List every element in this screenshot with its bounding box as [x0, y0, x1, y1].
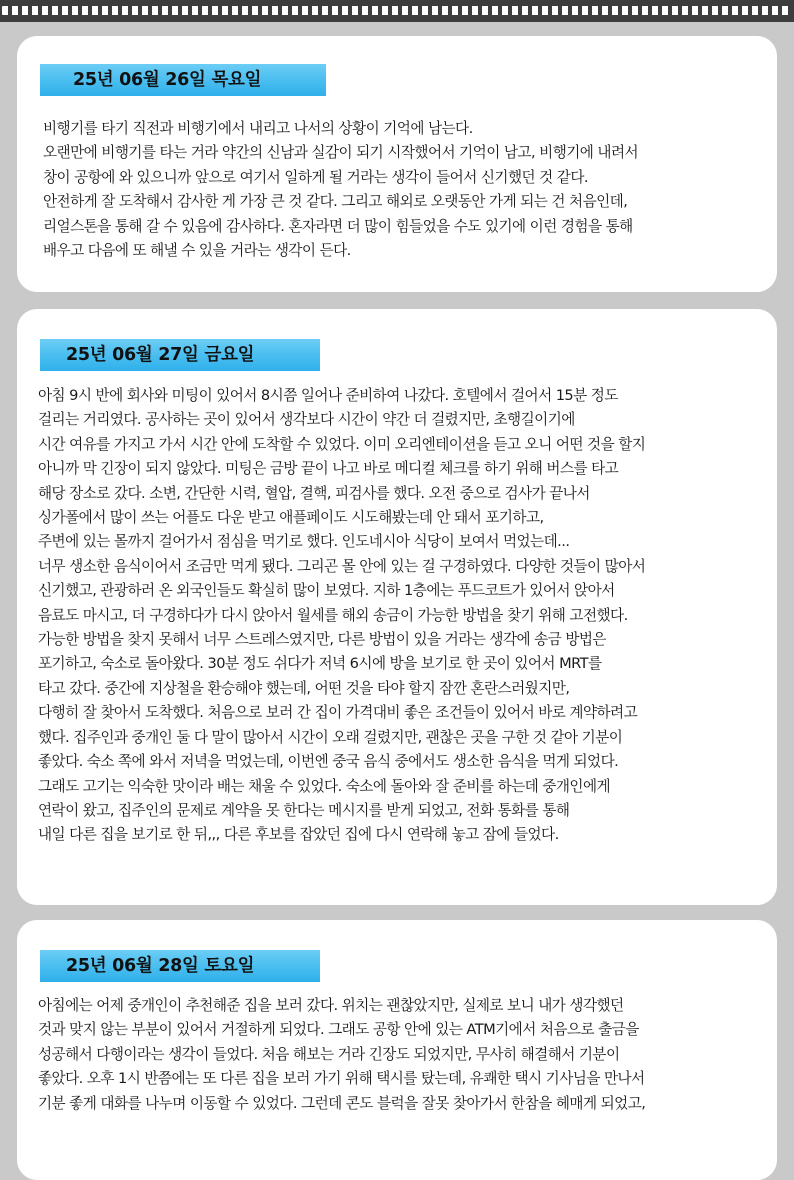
- text-line: 아침에는 어제 중개인이 추천해준 집을 보러 갔다. 위치는 괜찮았지만, 실제로 보니 내가 생각했던: [38, 997, 624, 1014]
- text-line: 좋았다. 숙소 쪽에 와서 저녁을 먹었는데, 이번엔 중국 음식 중에서도 생소한 음식을 먹게 되었다.: [38, 753, 619, 771]
- text-line: 했다. 집주인과 중개인 둘 다 말이 많아서 시간이 오래 걸렸지만, 괜찮은 곳을 구한 것 같아 기분이: [38, 728, 623, 746]
- text-line: 좋았다. 오후 1시 반쯤에는 또 다른 집을 보러 가기 위해 택시를 탔는데, 유쾌한 택시 기사님을 만나서: [38, 1070, 645, 1088]
- entry-date-heading: 25년 06월 26일 목요일: [40, 64, 326, 96]
- entry-body: [38, 994, 768, 1116]
- text-line: 아침 9시 반에 회사와 미팅이 있어서 8시쯤 일어나 준비하여 나갔다. 호텔에서 걸어서 15분 정도: [38, 387, 618, 404]
- text-line: 다행히 잘 찾아서 도착했다. 처음으로 보러 간 집이 가격대비 좋은 조건들이 있어서 바로 계약하려고: [38, 704, 638, 722]
- text-line: 시간 여유를 가지고 가서 시간 안에 도착할 수 있었다. 이미 오리엔테이션을 듣고 오니 어떤 것을 할지: [38, 435, 646, 453]
- text-line: 성공해서 다행이라는 생각이 들었다. 처음 해보는 거라 긴장도 되었지만, 무사히 해결해서 기분이: [38, 1045, 620, 1063]
- perforated-top-strip: [0, 0, 794, 22]
- text-line: 포기하고, 숙소로 돌아왔다. 30분 정도 쉬다가 저녁 6시에 방을 보기로 한 곳이 있어서 MRT를: [38, 655, 602, 673]
- entry-date-heading: 25년 06월 27일 금요일: [40, 339, 320, 371]
- text-line: 걸리는 거리였다. 공사하는 곳이 있어서 생각보다 시간이 약간 더 걸렸지만, 초행길이기에: [38, 411, 575, 429]
- text-line: 가능한 방법을 찾지 못해서 너무 스트레스였지만, 다른 방법이 있을 거라는 생각에 송금 방법은: [38, 631, 606, 649]
- entry-body: [43, 117, 773, 263]
- perforation-dots: [2, 6, 792, 15]
- text-line: 안전하게 잘 도착해서 감사한 게 가장 큰 것 같다. 그리고 해외로 오랫동안 가게 되는 건 처음인데,: [43, 193, 628, 211]
- text-line: 비행기를 타기 직전과 비행기에서 내리고 나서의 상황이 기억에 남는다.: [43, 120, 473, 137]
- text-line: 창이 공항에 와 있으니까 앞으로 여기서 일하게 될 거라는 생각이 들어서 신기했던 것 같다.: [43, 168, 588, 186]
- text-line: 기분 좋게 대화를 나누며 이동할 수 있었다. 그런데 콘도 블럭을 잘못 찾아가서 한참을 헤매게 되었고,: [38, 1094, 646, 1112]
- text-line: 리얼스톤을 통해 갈 수 있음에 감사하다. 혼자라면 더 많이 힘들었을 수도 있기에 이런 경험을 통해: [43, 217, 633, 235]
- text-line: 아니까 막 긴장이 되지 않았다. 미팅은 금방 끝이 나고 바로 메디컬 체크를 하기 위해 버스를 타고: [38, 460, 619, 478]
- text-line: 신기했고, 관광하러 온 외국인들도 확실히 많이 보였다. 지하 1층에는 푸드코트가 있어서 앉아서: [38, 582, 615, 600]
- diary-entry-card: [17, 920, 777, 1180]
- text-line: 오랜만에 비행기를 타는 거라 약간의 신남과 실감이 되기 시작했어서 기억이 남고, 비행기에 내려서: [43, 144, 639, 162]
- text-line: 주변에 있는 몰까지 걸어가서 점심을 먹기로 했다. 인도네시아 식당이 보여서 먹었는데...: [38, 533, 570, 551]
- diary-entry-card: [17, 36, 777, 292]
- text-line: 것과 맞지 않는 부분이 있어서 거절하게 되었다. 그래도 공항 안에 있는 ATM기에서 처음으로 출금을: [38, 1021, 639, 1039]
- text-line: 싱가폴에서 많이 쓰는 어플도 다운 받고 애플페이도 시도해봤는데 안 돼서 포기하고,: [38, 509, 544, 527]
- text-line: 연락이 왔고, 집주인의 문제로 계약을 못 한다는 메시지를 받게 되었고, 전화 통화를 통해: [38, 801, 570, 819]
- text-line: 해당 장소로 갔다. 소변, 간단한 시력, 혈압, 결핵, 피검사를 했다. 오전 중으로 검사가 끝나서: [38, 484, 590, 502]
- entry-body: [38, 384, 768, 848]
- entry-date-heading: 25년 06월 28일 토요일: [40, 950, 320, 982]
- text-line: 타고 갔다. 중간에 지상철을 환승해야 했는데, 어떤 것을 타야 할지 잠깐 혼란스러웠지만,: [38, 679, 570, 697]
- text-line: 내일 다른 집을 보기로 한 뒤,,, 다른 후보를 잡았던 집에 다시 연락해 놓고 잠에 들었다.: [38, 826, 559, 844]
- text-line: 음료도 마시고, 더 구경하다가 다시 앉아서 월세를 해외 송금이 가능한 방법을 찾기 위해 고전했다.: [38, 606, 628, 624]
- text-line: 그래도 고기는 익숙한 맛이라 배는 채울 수 있었다. 숙소에 돌아와 잘 준비를 하는데 중개인에게: [38, 777, 611, 795]
- text-line: 너무 생소한 음식이어서 조금만 먹게 됐다. 그리곤 몰 안에 있는 걸 구경하였다. 다양한 것들이 많아서: [38, 557, 646, 575]
- diary-entry-card: [17, 309, 777, 905]
- text-line: 배우고 다음에 또 해낼 수 있을 거라는 생각이 든다.: [43, 242, 351, 260]
